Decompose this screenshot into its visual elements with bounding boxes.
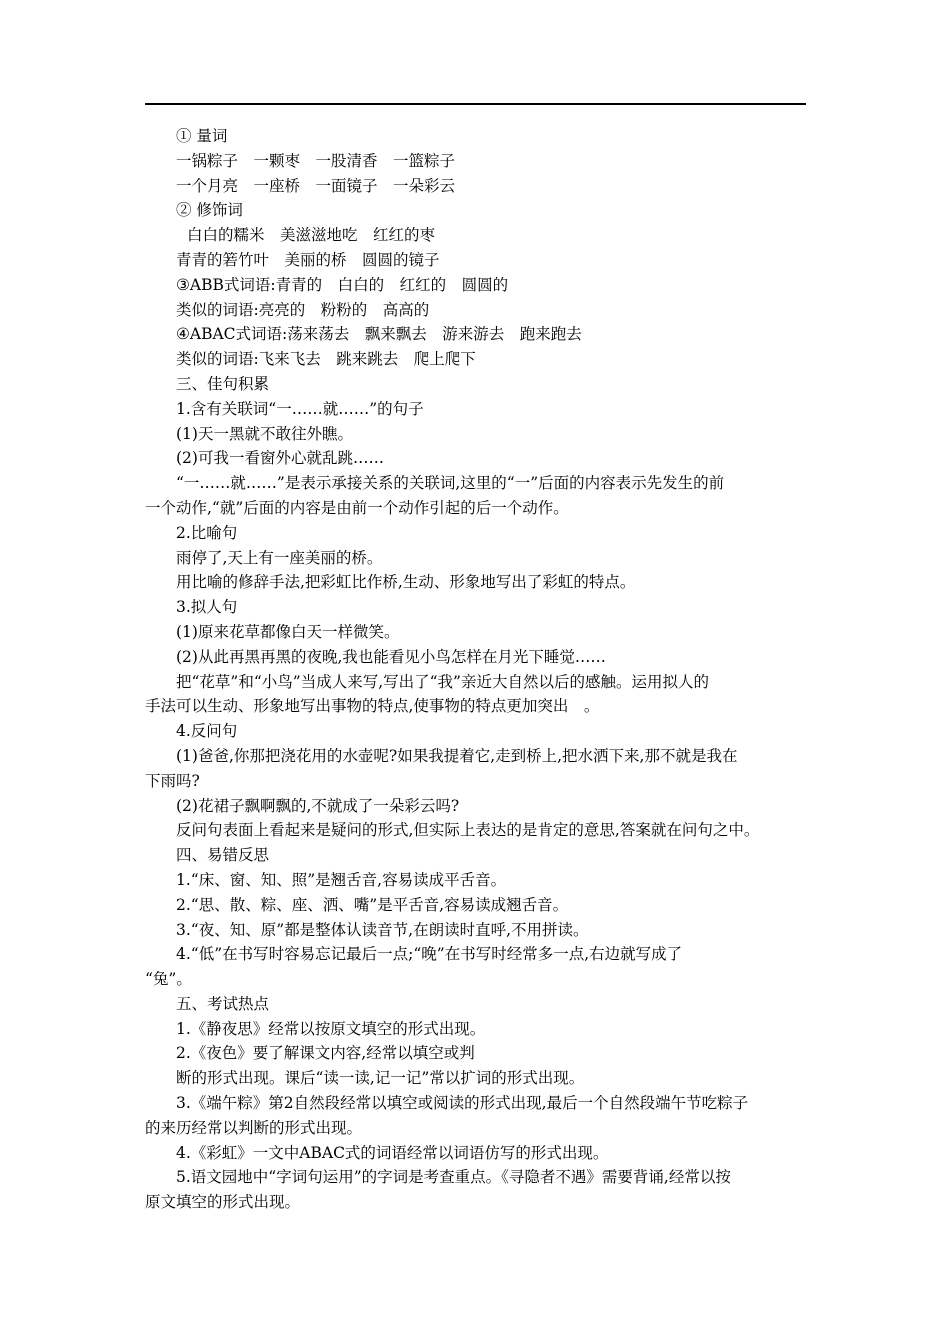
text-line: 3.《端午粽》第2自然段经常以填空或阅读的形式出现,最后一个自然段端午节吃粽子 <box>176 1094 749 1113</box>
text-line: (1)爸爸,你那把浇花用的水壶呢?如果我提着它,走到桥上,把水洒下来,那不就是我在 <box>176 746 738 765</box>
text-line: 白白的糯米 美滋滋地吃 红红的枣 <box>187 226 436 245</box>
text-line: “一……就……”是表示承接关系的关联词,这里的“一”后面的内容表示先发生的前 <box>176 474 725 493</box>
text-line: 一个动作,“就”后面的内容是由前一个动作引起的后一个动作。 <box>145 498 569 517</box>
text-line: (2)从此再黑再黑的夜晚,我也能看见小鸟怎样在月光下睡觉…… <box>176 647 606 666</box>
text-line: 3.拟人句 <box>176 598 238 617</box>
text-line: 2.“思、散、粽、座、洒、嘴”是平舌音,容易读成翘舌音。 <box>176 895 569 914</box>
text-line: 原文填空的形式出现。 <box>145 1193 301 1212</box>
text-line: 的来历经常以判断的形式出现。 <box>145 1118 363 1137</box>
text-line: ③ABB式词语:青青的 白白的 红红的 圆圆的 <box>176 275 509 294</box>
text-line: 断的形式出现。课后“读一读,记一记”常以扩词的形式出现。 <box>176 1069 585 1088</box>
text-line: ② 修饰词 <box>176 201 243 220</box>
text-line: 一锅粽子 一颗枣 一股清香 一篮粽子 <box>176 151 456 170</box>
text-line: “兔”。 <box>145 970 192 989</box>
text-line: ④ABAC式词语:荡来荡去 飘来飘去 游来游去 跑来跑去 <box>176 325 582 344</box>
text-line: ① 量词 <box>176 127 228 145</box>
text-line: 一个月亮 一座桥 一面镜子 一朵彩云 <box>176 176 456 195</box>
text-line: 4.反问句 <box>176 722 238 741</box>
text-line: (2)花裙子飘啊飘的,不就成了一朵彩云吗? <box>176 796 460 815</box>
text-line: 1.《静夜思》经常以按原文填空的形式出现。 <box>176 1019 486 1038</box>
text-line: (2)可我一看窗外心就乱跳…… <box>176 449 384 468</box>
text-line: 把“花草”和“小鸟”当成人来写,写出了“我”亲近大自然以后的感触。运用拟人的 <box>176 672 709 691</box>
text-line: 1.“床、窗、知、照”是翘舌音,容易读成平舌音。 <box>176 870 507 889</box>
text-line: 5.语文园地中“字词句运用”的字词是考查重点。《寻隐者不遇》需要背诵,经常以按 <box>176 1168 731 1187</box>
text-line: 手法可以生动、形象地写出事物的特点,使事物的特点更加突出 。 <box>145 697 600 716</box>
text-line: 反问句表面上看起来是疑问的形式,但实际上表达的是肯定的意思,答案就在问句之中。 <box>176 821 760 840</box>
text-line: 五、考试热点 <box>176 994 270 1013</box>
text-line: 4.《彩虹》一文中ABAC式的词语经常以词语仿写的形式出现。 <box>176 1143 609 1162</box>
text-line: 类似的词语:飞来飞去 跳来跳去 爬上爬下 <box>176 350 476 369</box>
text-line: 3.“夜、知、原”都是整体认读音节,在朗读时直呼,不用拼读。 <box>176 920 589 939</box>
text-line: 三、佳句积累 <box>176 374 270 393</box>
header-rule <box>145 103 806 105</box>
text-line: 1.含有关联词“一……就……”的句子 <box>176 399 424 418</box>
text-line: 青青的箬竹叶 美丽的桥 圆圆的镜子 <box>176 250 440 269</box>
text-line: 4.“低”在书写时容易忘记最后一点;“晚”在书写时经常多一点,右边就写成了 <box>176 945 683 964</box>
text-line: 类似的词语:亮亮的 粉粉的 高高的 <box>176 300 430 319</box>
text-line: 雨停了,天上有一座美丽的桥。 <box>176 548 383 567</box>
text-line: 2.《夜色》要了解课文内容,经常以填空或判 <box>176 1044 475 1063</box>
document-body <box>145 124 806 1215</box>
text-line: 下雨吗? <box>145 771 200 790</box>
text-line: 四、易错反思 <box>176 846 270 865</box>
text-line: (1)原来花草都像白天一样微笑。 <box>176 622 400 641</box>
text-line: 2.比喻句 <box>176 523 238 542</box>
text-line: (1)天一黑就不敢往外瞧。 <box>176 424 353 443</box>
text-line: 用比喻的修辞手法,把彩虹比作桥,生动、形象地写出了彩虹的特点。 <box>176 573 636 592</box>
